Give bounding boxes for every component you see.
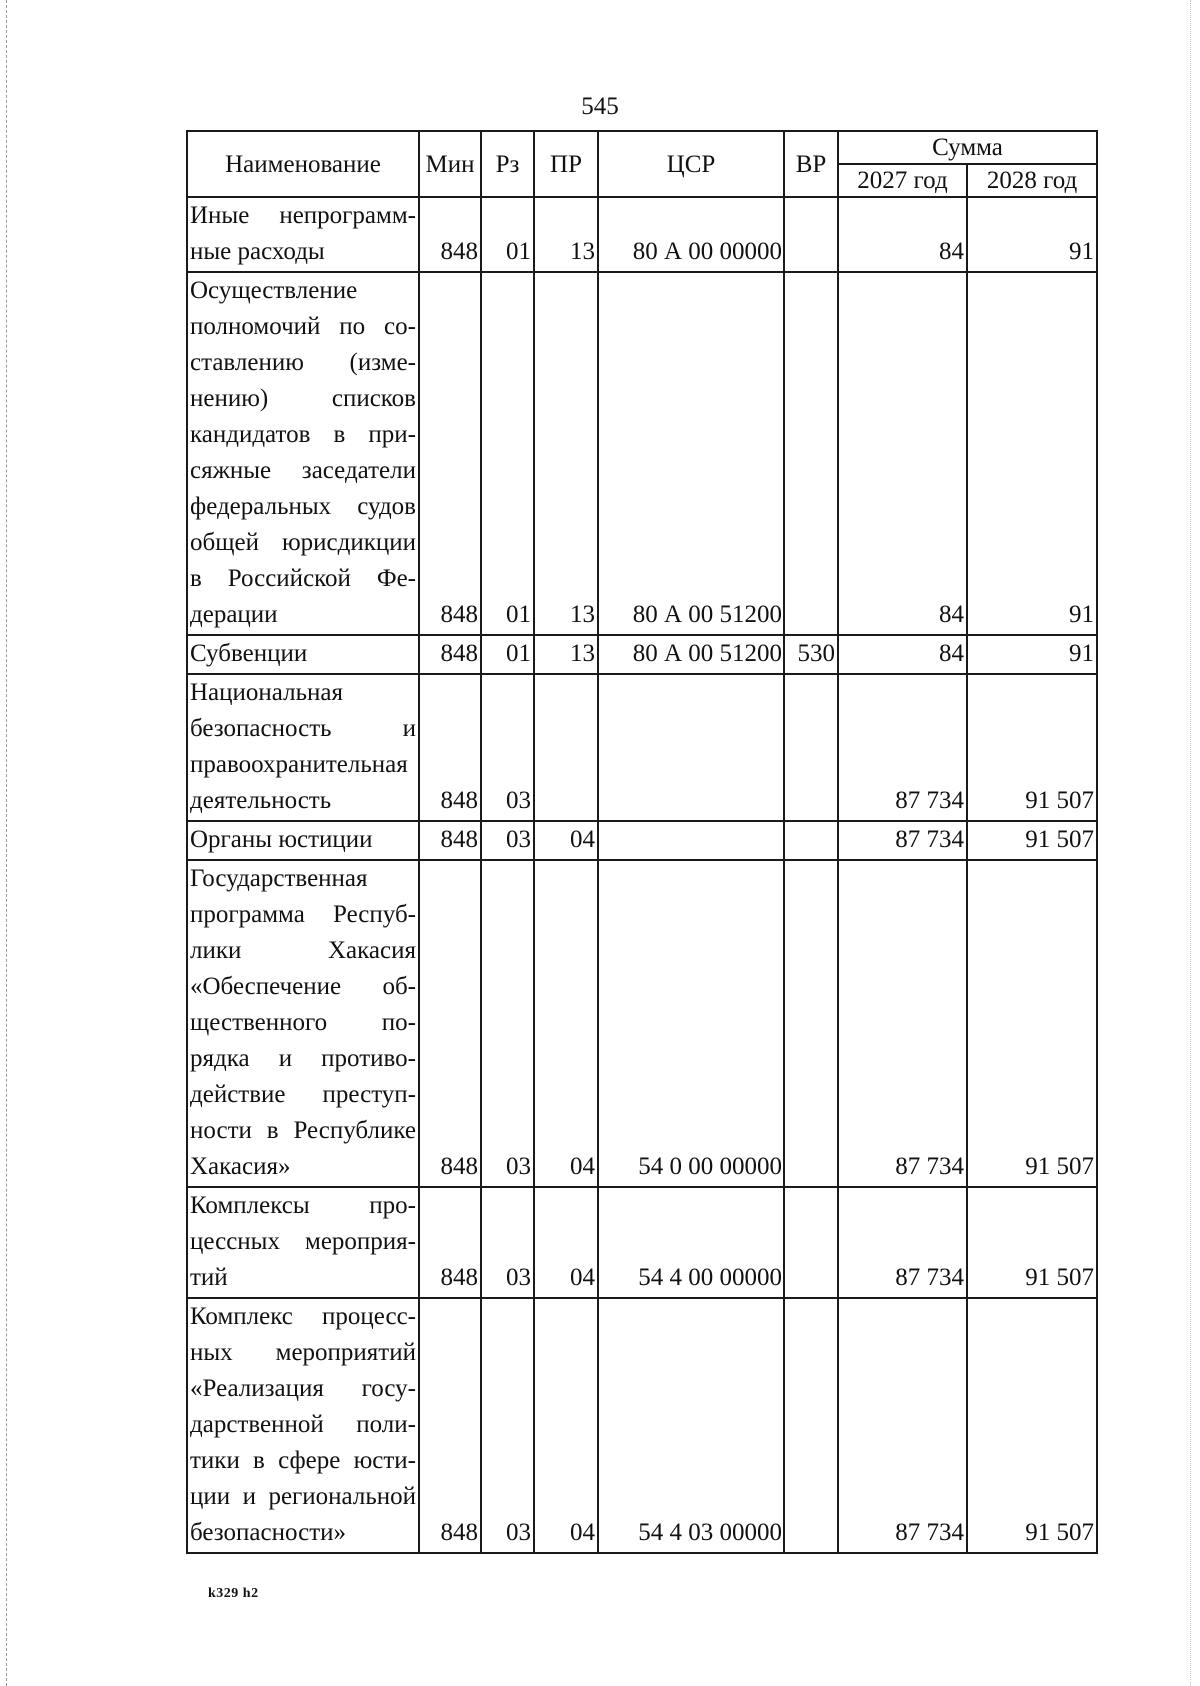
cell-rz: 03 — [481, 821, 534, 860]
cell-pr: 04 — [534, 821, 598, 860]
cell-csr: 80 А 00 00000 — [598, 197, 784, 272]
cell-min: 848 — [419, 1298, 481, 1553]
table-row — [187, 272, 1097, 635]
table-row — [187, 1187, 1097, 1298]
header-name: Наименование — [187, 131, 419, 197]
cell-sum-2028: 91 507 — [967, 1298, 1097, 1553]
cell-vr — [784, 1298, 838, 1553]
table-row — [187, 197, 1097, 272]
cell-rz: 01 — [481, 635, 534, 674]
table-body — [187, 197, 1097, 1553]
page-number: 545 — [581, 93, 619, 120]
table-row — [187, 821, 1097, 860]
cell-sum-2027: 84 — [838, 197, 967, 272]
cell-sum-2027: 87 734 — [838, 821, 967, 860]
cell-sum-2027: 87 734 — [838, 1298, 967, 1553]
cell-csr: 80 А 00 51200 — [598, 635, 784, 674]
cell-sum-2027: 84 — [838, 272, 967, 635]
scan-edge-left — [6, 0, 8, 1686]
cell-min: 848 — [419, 197, 481, 272]
cell-min: 848 — [419, 674, 481, 821]
cell-min: 848 — [419, 272, 481, 635]
header-rz: Рз — [481, 131, 534, 197]
cell-csr: 80 А 00 51200 — [598, 272, 784, 635]
cell-csr: 54 0 00 00000 — [598, 860, 784, 1187]
table-row — [187, 674, 1097, 821]
cell-pr: 13 — [534, 635, 598, 674]
cell-rz: 01 — [481, 272, 534, 635]
cell-sum-2028: 91 507 — [967, 1187, 1097, 1298]
cell-sum-2028: 91 — [967, 272, 1097, 635]
cell-vr — [784, 1187, 838, 1298]
header-pr: ПР — [534, 131, 598, 197]
budget-table — [186, 130, 1098, 1554]
cell-rz: 01 — [481, 197, 534, 272]
cell-rz: 03 — [481, 860, 534, 1187]
cell-sum-2028: 91 — [967, 635, 1097, 674]
table-row — [187, 860, 1097, 1187]
cell-name: Государственная программа Республики Хакасия «Обеспечение общественного порядка и противодействие преступности в Республике Хакасия» — [187, 860, 419, 1187]
cell-csr — [598, 821, 784, 860]
cell-vr — [784, 197, 838, 272]
cell-min: 848 — [419, 860, 481, 1187]
header-csr: ЦСР — [598, 131, 784, 197]
table-header — [187, 131, 1097, 197]
cell-pr: 04 — [534, 1187, 598, 1298]
cell-sum-2027: 87 734 — [838, 674, 967, 821]
cell-name: Иные непрограммные расходы — [187, 197, 419, 272]
cell-pr — [534, 674, 598, 821]
cell-name: Комплекс процессных мероприятий «Реализация государственной политики в сфере юстиции и региональной безопасности» — [187, 1298, 419, 1553]
cell-vr — [784, 674, 838, 821]
cell-csr — [598, 674, 784, 821]
cell-pr: 04 — [534, 1298, 598, 1553]
header-year-2028: 2028 год — [967, 164, 1097, 197]
table-row — [187, 1298, 1097, 1553]
cell-min: 848 — [419, 1187, 481, 1298]
cell-sum-2028: 91 507 — [967, 821, 1097, 860]
cell-rz: 03 — [481, 674, 534, 821]
cell-name: Осуществление полномочий по составлению (изменению) списков кандидатов в присяжные заседатели федеральных судов общей юрисдикции в Российской Федерации — [187, 272, 419, 635]
table-row — [187, 635, 1097, 674]
cell-name: Субвенции — [187, 635, 419, 674]
cell-rz: 03 — [481, 1187, 534, 1298]
cell-min: 848 — [419, 821, 481, 860]
header-min: Мин — [419, 131, 481, 197]
cell-pr: 04 — [534, 860, 598, 1187]
footer-code: k329 h2 — [208, 1586, 259, 1601]
header-vr: ВР — [784, 131, 838, 197]
cell-pr: 13 — [534, 197, 598, 272]
cell-pr: 13 — [534, 272, 598, 635]
cell-sum-2027: 87 734 — [838, 1187, 967, 1298]
cell-sum-2027: 84 — [838, 635, 967, 674]
cell-vr: 530 — [784, 635, 838, 674]
cell-vr — [784, 272, 838, 635]
cell-sum-2028: 91 507 — [967, 674, 1097, 821]
cell-name: Органы юстиции — [187, 821, 419, 860]
cell-vr — [784, 860, 838, 1187]
cell-csr: 54 4 00 00000 — [598, 1187, 784, 1298]
cell-vr — [784, 821, 838, 860]
cell-sum-2028: 91 507 — [967, 860, 1097, 1187]
cell-sum-2027: 87 734 — [838, 860, 967, 1187]
cell-name: Национальная безопасность и правоохранительная деятельность — [187, 674, 419, 821]
cell-name: Комплексы процессных мероприятий — [187, 1187, 419, 1298]
header-year-2027: 2027 год — [838, 164, 967, 197]
cell-rz: 03 — [481, 1298, 534, 1553]
cell-min: 848 — [419, 635, 481, 674]
header-sum: Сумма — [838, 131, 1097, 164]
cell-csr: 54 4 03 00000 — [598, 1298, 784, 1553]
scan-edge-right — [1190, 0, 1192, 1686]
cell-sum-2028: 91 — [967, 197, 1097, 272]
